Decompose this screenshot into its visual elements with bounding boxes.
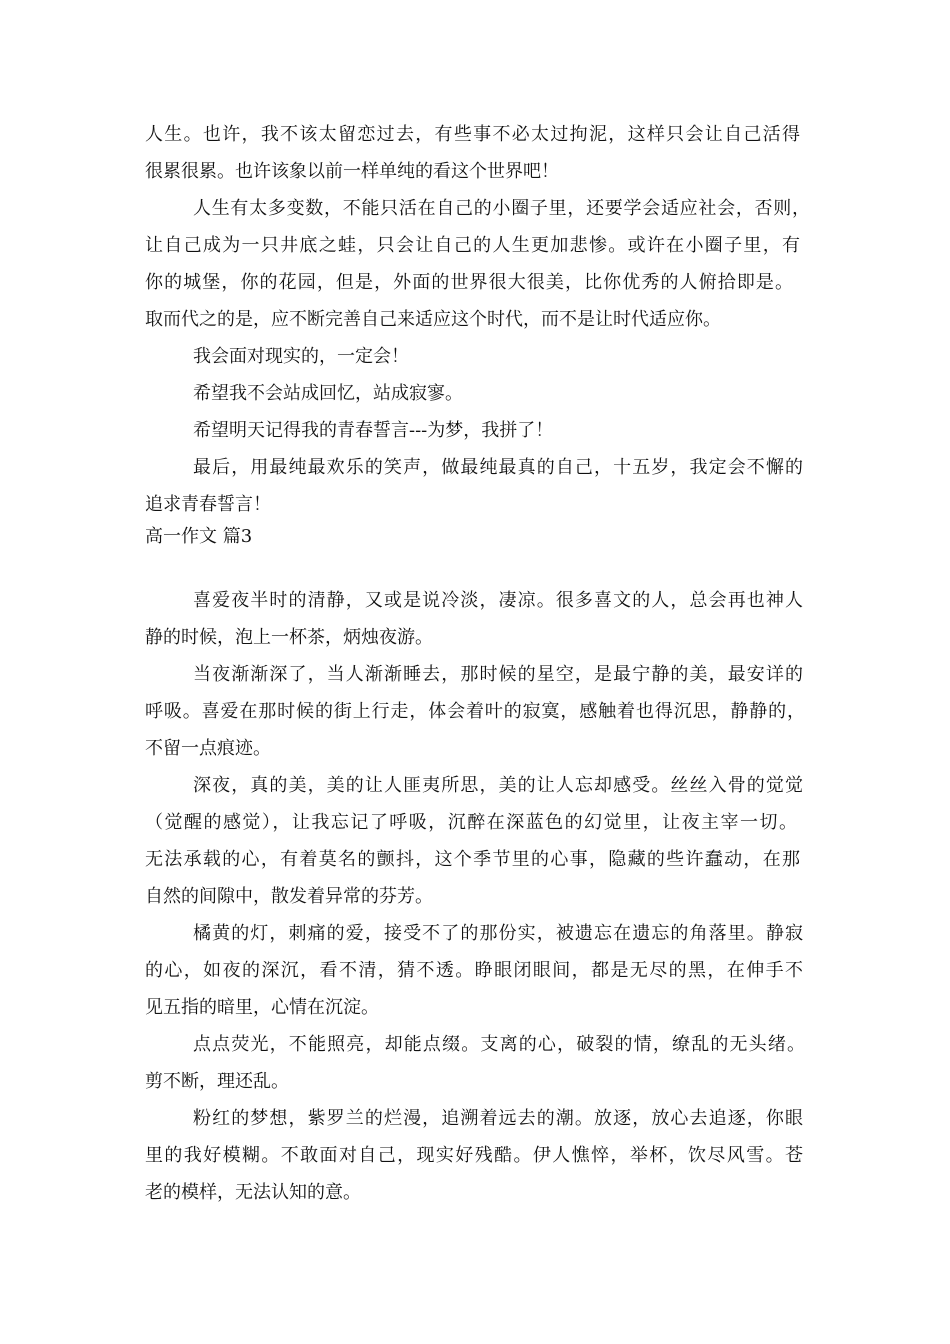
text-line: 希望明天记得我的青春誓言---为梦，我拼了！ <box>193 420 554 441</box>
text-line: 深夜，真的美，美的让人匪夷所思，美的让人忘却感受。丝丝入骨的觉觉 <box>193 775 803 796</box>
text-line: 见五指的暗里，心情在沉淀。 <box>145 997 379 1018</box>
text-line: 最后，用最纯最欢乐的笑声，做最纯最真的自己，十五岁，我定会不懈的 <box>193 457 803 478</box>
text-line: （觉醒的感觉），让我忘记了呼吸，沉醉在深蓝色的幻觉里，让夜主宰一切。 <box>145 812 797 833</box>
text-line: 粉红的梦想，紫罗兰的烂漫，追溯着远去的潮。放逐，放心去追逐，你眼 <box>193 1108 803 1129</box>
text-line: 呼吸。喜爱在那时候的街上行走，体会着叶的寂寞，感触着也得沉思，静静的， <box>145 701 805 722</box>
section-heading: 高一作文 篇3 <box>145 526 253 547</box>
text-line: 人生有太多变数，不能只活在自己的小圈子里，还要学会适应社会，否则， <box>193 198 810 219</box>
text-line: 不留一点痕迹。 <box>145 738 271 759</box>
text-line: 追求青春誓言！ <box>145 494 271 515</box>
text-line: 希望我不会站成回忆，站成寂寥。 <box>193 383 463 404</box>
text-line: 无法承载的心，有着莫名的颤抖，这个季节里的心事，隐藏的些许蠢动，在那 <box>145 849 800 870</box>
text-line: 剪不断，理还乱。 <box>145 1071 289 1092</box>
text-line: 我会面对现实的，一定会！ <box>193 346 409 367</box>
text-line: 橘黄的灯，刺痛的爱，接受不了的那份实，被遗忘在遗忘的角落里。静寂 <box>193 923 803 944</box>
text-line: 点点荧光，不能照亮，却能点缀。支离的心，破裂的情，缭乱的无头绪。 <box>193 1034 805 1055</box>
text-line: 很累很累。也许该象以前一样单纯的看这个世界吧！ <box>145 161 559 182</box>
text-line: 里的我好模糊。不敢面对自己，现实好残酷。伊人憔悴，举杯，饮尽风雪。苍 <box>145 1145 803 1166</box>
text-line: 让自己成为一只井底之蛙，只会让自己的人生更加悲惨。或许在小圈子里，有 <box>145 235 800 256</box>
text-line: 人生。也许，我不该太留恋过去，有些事不必太过拘泥，这样只会让自己活得 <box>145 124 800 145</box>
text-line: 老的模样，无法认知的意。 <box>145 1182 361 1203</box>
text-line: 静的时候，泡上一杯茶，炳烛夜游。 <box>145 627 433 648</box>
text-line: 喜爱夜半时的清静，又或是说冷淡，凄凉。很多喜文的人，总会再也神人 <box>193 590 803 611</box>
text-line: 当夜渐渐深了，当人渐渐睡去，那时候的星空，是最宁静的美，最安详的 <box>193 664 803 685</box>
text-line: 你的城堡，你的花园，但是，外面的世界很大很美，比你优秀的人俯拾即是。 <box>145 272 793 293</box>
text-line: 取而代之的是，应不断完善自己来适应这个时代，而不是让时代适应你。 <box>145 309 721 330</box>
text-line: 的心，如夜的深沉，看不清，猜不透。睁眼闭眼间，都是无尽的黑，在伸手不 <box>145 960 803 981</box>
text-line: 自然的间隙中，散发着异常的芬芳。 <box>145 886 433 907</box>
